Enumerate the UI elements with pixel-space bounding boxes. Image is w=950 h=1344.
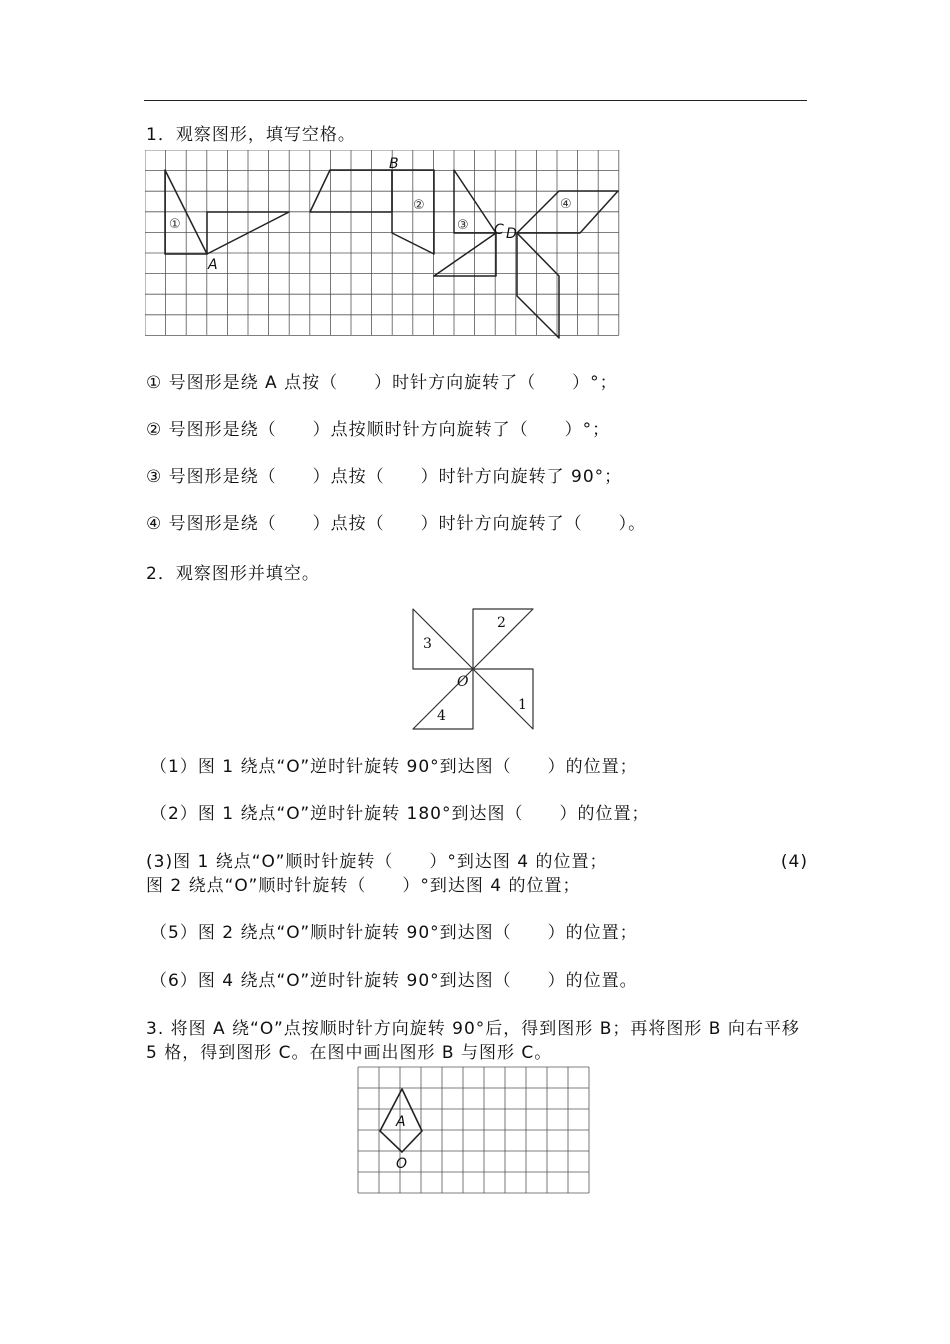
q2-line-4: 图 2 绕点“O”顺时针旋转（ ）°到达图 4 的位置；	[146, 876, 581, 896]
q2-pinwheel-figure	[405, 600, 545, 735]
q1-title: 1．观察图形，填写空格。	[146, 125, 356, 145]
q1-grid-figure	[145, 150, 620, 342]
label-shape-1: ①	[169, 217, 181, 232]
label-point-C: C	[494, 222, 504, 238]
q2-line-5: （5）图 2 绕点“O”顺时针旋转 90°到达图（ ）的位置；	[150, 923, 638, 943]
q2-line-3-text: (3)图 1 绕点“O”顺时针旋转（ ）°到达图 4 的位置；	[146, 852, 608, 872]
label-shape-A: A	[396, 1114, 406, 1130]
shape-4-rotated-parallelogram	[517, 233, 559, 338]
q3-text: 3. 将图 A 绕“O”点按顺时针方向旋转 90°后，得到图形 B；再将图形 B 向右平移 5 格，得到图形 C。在图中画出图形 B 与图形 C。	[146, 1019, 800, 1063]
q1-line-4: ④ 号图形是绕（ ）点按（ ）时针方向旋转了（ ）。	[146, 514, 647, 534]
pinwheel-label-3: 3	[423, 636, 432, 652]
label-point-B: B	[389, 156, 399, 172]
q3-grid-figure	[356, 1065, 596, 1200]
q2-line-6: （6）图 4 绕点“O”逆时针旋转 90°到达图（ ）的位置。	[150, 971, 638, 991]
q1-line-1: ① 号图形是绕 A 点按（ ）时针方向旋转了（ ）°；	[146, 373, 618, 393]
q2-line-1: （1）图 1 绕点“O”逆时针旋转 90°到达图（ ）的位置；	[150, 757, 638, 777]
label-point-D: D	[506, 226, 517, 242]
pinwheel-label-O: O	[457, 674, 469, 690]
pinwheel-label-1: 1	[518, 697, 527, 713]
q1-line-2: ② 号图形是绕（ ）点按顺时针方向旋转了（ ）°；	[146, 420, 611, 440]
label-point-O: O	[396, 1156, 408, 1172]
q1-line-3: ③ 号图形是绕（ ）点按（ ）时针方向旋转了 90°；	[146, 467, 623, 487]
label-shape-2: ②	[413, 198, 425, 213]
q2-line-4-number: (4)	[780, 852, 808, 872]
q2-line-3	[146, 851, 808, 873]
label-point-A: A	[208, 257, 218, 273]
shape-3-rotated-triangle	[434, 233, 496, 276]
top-rule	[144, 100, 807, 101]
pinwheel-label-4: 4	[437, 708, 446, 724]
q2-title: 2．观察图形并填空。	[146, 564, 320, 584]
pinwheel-label-2: 2	[497, 615, 506, 631]
pinwheel-triangle-3	[413, 609, 473, 669]
label-shape-3: ③	[457, 218, 469, 233]
label-shape-4: ④	[560, 197, 572, 212]
q2-line-2: （2）图 1 绕点“O”逆时针旋转 180°到达图（ ）的位置；	[150, 804, 650, 824]
